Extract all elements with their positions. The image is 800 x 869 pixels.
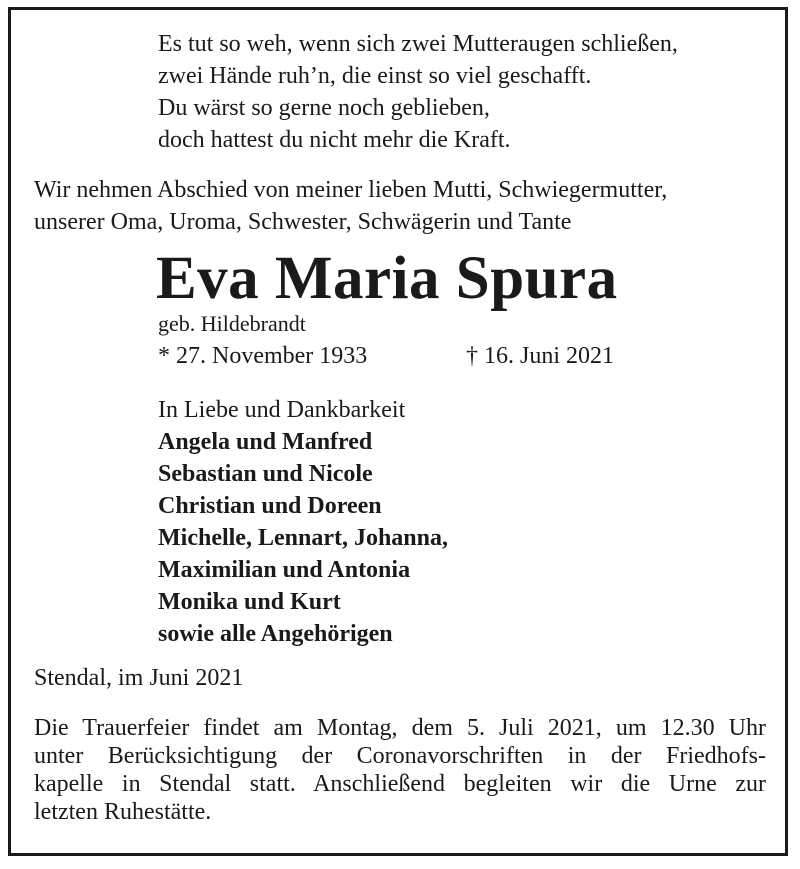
mourner-name: Angela und Manfred (158, 429, 373, 455)
maiden-name: geb. Hildebrandt (158, 311, 306, 336)
funeral-notice-line: Die Trauerfeier findet am Montag, dem 5. Juli 2021, um 12.30 Uhr (34, 715, 766, 741)
birth-date: * 27. November 1933 (158, 343, 368, 369)
poem-line: Du wärst so gerne noch geblieben, (158, 95, 490, 121)
place-date: Stendal, im Juni 2021 (34, 665, 244, 691)
mourner-name: Sebastian und Nicole (158, 461, 373, 487)
funeral-notice-line: kapelle in Stendal statt. Anschließend begleiten wir die Urne zur (34, 771, 766, 797)
death-date: † 16. Juni 2021 (466, 343, 615, 369)
poem-line: Es tut so weh, wenn sich zwei Mutteraugen schließen, (158, 31, 678, 57)
mourner-name: Monika und Kurt (158, 589, 341, 615)
funeral-notice-line: letzten Ruhestätte. (34, 799, 212, 825)
mourner-name: Maximilian und Antonia (158, 557, 411, 583)
funeral-notice-line: unter Berücksichtigung der Coronavorschriften in der Friedhofs- (34, 743, 766, 769)
funeral-notice (34, 714, 766, 826)
mourner-name: Michelle, Lennart, Johanna, (158, 525, 449, 551)
mourners-heading: In Liebe und Dankbarkeit (158, 397, 406, 423)
intro-line: Wir nehmen Abschied von meiner lieben Mutti, Schwiegermutter, (34, 177, 668, 203)
poem-line: doch hattest du nicht mehr die Kraft. (158, 127, 511, 153)
intro-line: unserer Oma, Uroma, Schwester, Schwägerin und Tante (34, 209, 572, 235)
poem-line: zwei Hände ruh’n, die einst so viel geschafft. (158, 63, 592, 89)
mourner-name: Christian und Doreen (158, 493, 382, 519)
mourner-name: sowie alle Angehörigen (158, 621, 393, 647)
deceased-name: Eva Maria Spura (156, 245, 618, 312)
